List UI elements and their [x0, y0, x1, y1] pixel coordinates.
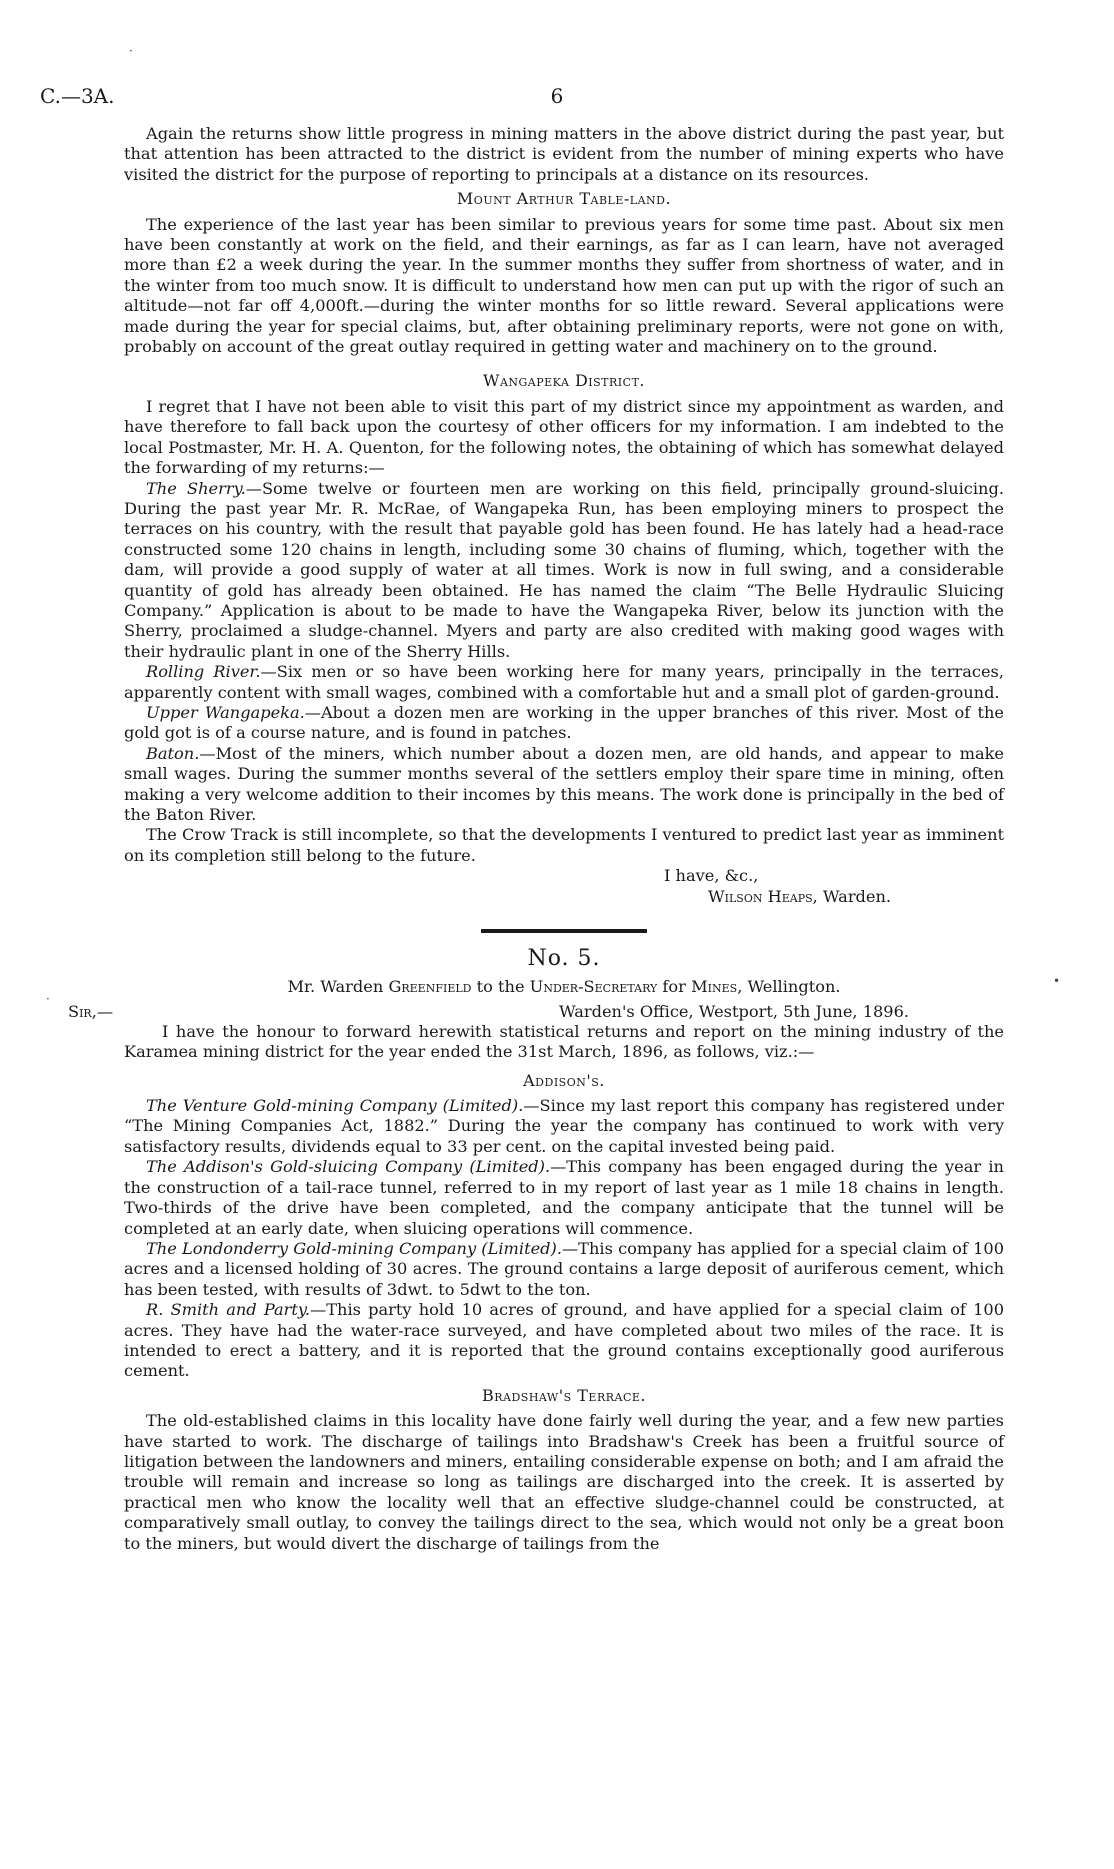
paragraph-addison-company: [124, 1157, 1004, 1239]
document-reference: C.—3A.: [40, 84, 115, 108]
baton-text: —Most of the miners, which number about a dozen men, are old hands, and appear to make small wages. During the summer months several of the settlers employ their spare time in mining, often making a very welcome addition to their incomes by this means. The work done is principally in the bed of the Baton River.: [124, 743, 1004, 824]
address-mid: to the: [471, 977, 530, 997]
upper-text: —About a dozen men are working in the upper branches of this river. Most of the gold got is of a course nature, and is found in patches.: [124, 702, 1004, 743]
addison-text: —This company has been engaged during the year in the construction of a tail-race tunnel, referred to in my report of last year as 1 mile 18 chains in length. Two-thirds of the drive have been completed, and the company anticipate that the tunnel will be completed at an early date, when sluicing operations will commence.: [124, 1157, 1004, 1238]
venture-text: —Since my last report this company has registered under “The Mining Companies Act, 1882.” During the year the company has continued to work with very satisfactory results, dividends equal to 33 per cent. on the capital invested being paid.: [124, 1096, 1005, 1156]
smith-text: —This party hold 10 acres of ground, and have applied for a special claim of 100 acres. They have had the water-race surveyed, and have completed about two miles of the race. It is intended to erect a battery, and it is reported that the ground contains exceptionally good auriferous cement.: [124, 1300, 1004, 1381]
londonderry-title: The Londonderry Gold-mining Company (Limited).: [146, 1238, 562, 1258]
paragraph-intro: Again the returns show little progress in mining matters in the above district during the past year, but that attention has been attracted to the district is evident from the number of mining experts who have visited the district for the purpose of reporting to principals at a distance on its resources.: [124, 124, 1004, 184]
address-prefix: Mr. Warden: [287, 977, 389, 997]
rolling-text: —Six men or so have been working here for many years, principally in the terraces, apparently content with small wages, combined with a comfortable hut and a small plot of garden-ground.: [124, 662, 1004, 702]
paragraph-smith: [124, 1300, 1004, 1382]
paragraph-bradshaw: The old-established claims in this locality have done fairly well during the year, and a few new parties have started to work. The discharge of tailings into Bradshaw's Creek has been a fruitful source of litigation between the landowners and miners, entailing considerable expense on both; and I am afraid the trouble will remain and increase so long as tailings are discharged into the creek. It is asserted by practical men who know the locality well that an effective sludge-channel could be constructed, at comparatively small outlay, to convey the tailings direct to the sea, which would not only be a great boon to the miners, but would divert the discharge of tailings from the: [124, 1411, 1004, 1553]
signoff-title: , Warden.: [812, 886, 892, 906]
signoff: [664, 866, 1004, 907]
body-text: [68, 124, 1005, 1554]
salutation: Sir,—: [68, 1001, 114, 1021]
paragraph-venture: [124, 1096, 1004, 1157]
upper-title: Upper Wangapeka.: [146, 702, 305, 722]
heading-bradshaw: Bradshaw's Terrace.: [482, 1385, 646, 1405]
venture-title: The Venture Gold-mining Company (Limited).: [146, 1096, 524, 1116]
page-number: 6: [550, 84, 564, 108]
address-suffix: , Wellington.: [737, 977, 841, 997]
office-date: Warden's Office, Westport, 5th June, 1896.: [559, 1001, 910, 1021]
paragraph-crow-track: The Crow Track is still incomplete, so that the developments I ventured to predict last year as imminent on its completion still belong to the future.: [124, 825, 1004, 865]
baton-title: Baton.: [146, 743, 200, 763]
scan-speck: ·: [129, 44, 133, 58]
salutation-row: [68, 1001, 1004, 1022]
paragraph-rolling-river: [124, 662, 1004, 703]
paragraph-opening: I have the honour to forward herewith statistical returns and report on the mining industry of the Karamea mining district for the year ended the 31st March, 1896, as follows, viz.:—: [124, 1021, 1004, 1062]
signoff-signature: [664, 887, 1004, 907]
document-number: No. 5.: [527, 946, 601, 972]
address-line: [124, 977, 1004, 997]
address-for: for: [657, 977, 692, 997]
addison-title: The Addison's Gold-sluicing Company (Limited).: [146, 1157, 551, 1177]
paragraph-upper-wangapeka: [124, 703, 1004, 744]
section-divider: [481, 929, 647, 933]
sherry-title: The Sherry.: [146, 478, 246, 498]
signoff-name: Wilson Heaps: [708, 886, 813, 906]
heading-addisons: Addison's.: [523, 1070, 605, 1090]
paragraph-wangapeka-intro: I regret that I have not been able to visit this part of my district since my appointment as warden, and have therefore to fall back upon the courtesy of other officers for my information. I am indebted to the local Postmaster, Mr. H. A. Quenton, for the following notes, the obtaining of which has somewhat delayed the forwarding of my returns:—: [124, 396, 1004, 478]
address-name: Greenfield: [388, 977, 472, 997]
heading-wangapeka: Wangapeka District.: [483, 371, 645, 391]
address-office: Under-Secretary: [529, 977, 658, 997]
scan-speck: •: [1053, 974, 1061, 988]
address-mines: Mines: [691, 977, 738, 997]
londonderry-text: —This company has applied for a special claim of 100 acres and a licensed holding of 30 acres. The ground contains a large deposit of auriferous cement, which has been tested, with results of 3dwt. to 5dwt to the ton.: [124, 1238, 1004, 1299]
paragraph-baton: [124, 744, 1004, 826]
rolling-title: Rolling River.: [146, 662, 261, 682]
scan-speck: ·: [46, 992, 50, 1006]
smith-title: R. Smith and Party.: [146, 1300, 311, 1320]
signoff-greeting: I have, &c.,: [664, 866, 759, 886]
heading-mount-arthur: Mount Arthur Table-land.: [456, 189, 672, 209]
paragraph-londonderry: [124, 1239, 1004, 1300]
paragraph-sherry: [124, 479, 1004, 663]
page-header: [40, 84, 1074, 110]
sherry-text: —Some twelve or fourteen men are working on this field, principally ground-sluicing. During the past year Mr. R. McRae, of Wangapeka Run, has been employing miners to prospect the terraces on his country, with the result that payable gold has been found. He has lately had a head-race constructed some 120 chains in length, including some 30 chains of fluming, which, together with the dam, will provide a good supply of water at all times. Work is now in full swing, and a considerable quantity of gold has already been obtained. He has named the claim “The Belle Hydraulic Sluicing Company.” Application is about to be made to have the Wangapeka River, below its junction with the Sherry, proclaimed a sludge-channel. Myers and party are also credited with making good wages with their hydraulic plant in one of the Sherry Hills.: [124, 478, 1004, 661]
paragraph-mount-arthur: The experience of the last year has been similar to previous years for some time past. About six men have been constantly at work on the field, and their earnings, as far as I can learn, have not averaged more than £2 a week during the year. In the summer months they suffer from shortness of water, and in the winter from too much snow. It is difficult to understand how men can put up with the rigor of such an altitude—not far off 4,000ft.—during the winter months for so little reward. Several applications were made during the year for special claims, but, after obtaining preliminary reports, were not gone on with, probably on account of the great outlay required in getting water and machinery on to the ground.: [124, 214, 1004, 357]
